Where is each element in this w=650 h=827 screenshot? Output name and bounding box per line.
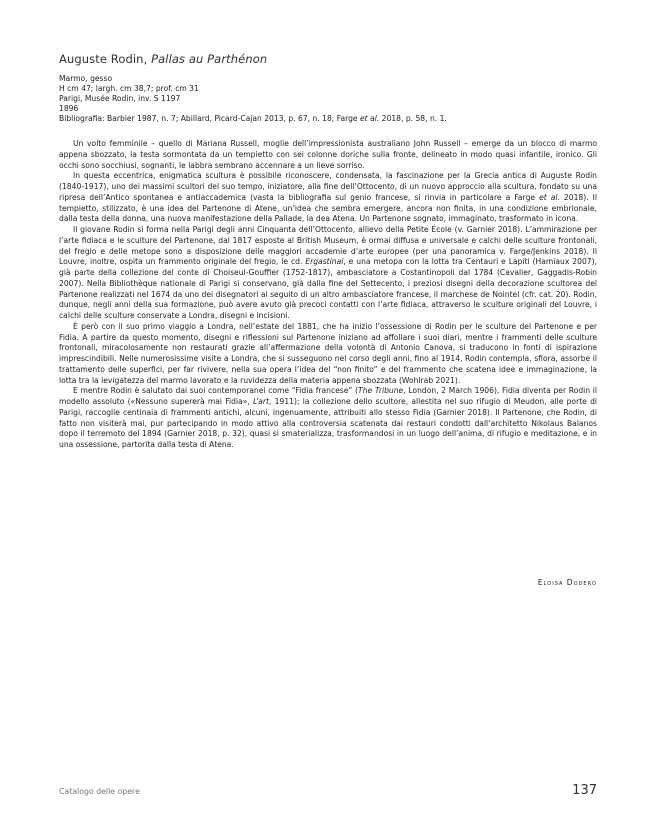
body-text bbox=[59, 139, 597, 451]
entry-material: Marmo, gesso bbox=[59, 74, 113, 83]
entry-year: 1896 bbox=[59, 104, 79, 114]
paragraph-4: È però con il suo primo viaggio a Londra, nell’estate del 1881, che ha inizio l’ossessione di Rodin per le sculture del Partenone e per Fidia. A partire da questo momento, disegni e riflessioni sul Partenone iniziano ad affollare i suoi diari, mentre i frammenti delle sculture frontonali, miracolosamente non restaurati grazie all’affermazione della volontà di Antonio Canova, si traducono in fonti di ispirazione imprescindibili. Nelle numerosissime visite a Londra, che si susseguono nel corso degli anni, fino al 1914, Rodin contempla, sfiora, assorbe il trattamento delle superfici, per far rivivere, nella sua opera l’idea del “non finito” e del frammento che scatena idee e immaginazione, la lotta tra la levigatezza del marmo lavorato e la ruvidezza della materia appena sbozzata (Wohlrab 2021). bbox=[59, 321, 597, 385]
entry-work-title: Pallas au Parthénon bbox=[151, 52, 268, 66]
entry-location: Parigi, Musée Rodin, inv. S 1197 bbox=[59, 94, 181, 104]
paragraph-3: Il giovane Rodin si forma nella Parigi degli anni Cinquanta dell’Ottocento, allievo della Petite École (v. Garnier 2018). L’ammirazione per l’arte fidiaca e le sculture del Partenone, dal 1817 esposte al British Museum, è ormai diffusa e universale e calchi delle sculture frontonali, del fregio e delle metope sono a disposizione delle maggiori accademie d’arte europee (per una panoramica v. Farge/Jenkins 2018). Il Louvre, inoltre, ospita un frammento originale del fregio, le cd. Ergastinai, e una metopa con la lotta tra Centauri e Lapiti (Hamiaux 2007), già parte della collezione del conte di Choiseul-Gouffier (1752-1817), ambasciatore a Costantinopoli dal 1784 (Cavalier, Gaggadis-Robin 2007). Nella Bibliothèque nationale di Parigi si conservano, già dalla fine del Settecento, i preziosi disegni della decorazione scultorea del Partenone realizzati nel 1674 da uno dei disegnatori al seguito di un altro ambasciatore francese, il marchese de Nointel (cfr. cat. 20). Rodin, dunque, negli anni della sua formazione, può avere avuto già precoci contatti con l’arte fidiaca, attraverso le sculture originali del Louvre, i calchi delle sculture conservate a Londra, disegni e incisioni. bbox=[59, 225, 597, 320]
page-number: 137 bbox=[572, 783, 597, 798]
entry-dimensions: H cm 47; largh. cm 38,7; prof. cm 31 bbox=[59, 84, 199, 94]
paragraph-1: Un volto femminile – quello di Mariana Russell, moglie dell’impressionista australiano John Russell – emerge da un blocco di marmo appena sbozzato, la testa sormontata da un tempietto con sei colonne doriche sulla fronte, delineato in modo quasi infantile, ironico. Gli occhi sono socchiusi, sognanti, le labbra sembrano accennare a un lieve sorriso. bbox=[59, 139, 597, 170]
footer-section-title: Catalogo delle opere bbox=[59, 787, 140, 796]
paragraph-2: In questa eccentrica, enigmatica scultura è possibile riconoscere, condensata, la fascinazione per la Grecia antica di Auguste Rodin (1840-1917), uno dei massimi scultori del suo tempo, iniziatore, alla fine dell’Ottocento, di un nuovo approccio alla scultura, fondato su una ripresa dell’Antico spontanea e antiaccademica (vasta la bibliografia sul genio francese, si rinvia in particolare a Farge et al. 2018). Il tempietto, stilizzato, è una idea del Partenone di Atene, un’idea che sembra emergere, ancora non finita, in una condizione embrionale, dalla testa della donna, una nuova manifestazione della Pallade, la dea Atena. Un Partenone sognato, immaginato, trasformato in icona. bbox=[59, 171, 597, 224]
paragraph-5: E mentre Rodin è salutato dai suoi contemporanei come “Fidia francese” (The Tribune, London, 2 March 1906), Fidia diventa per Rodin il modello assoluto («Nessuno supererà mai Fidia», L’art, 1911); la collezione dello scultore, allestita nel suo rifugio di Meudon, alle porte di Parigi, raccoglie centinaia di frammenti antichi, alcuni, ingenuamente, attribuiti allo stesso Fidia (Garnier 2018). Il Partenone, che Rodin, di fatto non visiterà mai, pur partecipando in modo attivo alla controversia scatenata dai restauri condotti dall’architetto Nikolaus Balanos dopo il terremoto del 1894 (Garnier 2018, p. 32), quasi si smaterializza, trasformandosi in un luogo dell’anima, di rifugio e meditazione, e in una ossessione, partorita dalla testa di Atena. bbox=[59, 386, 597, 449]
entry-title bbox=[59, 52, 267, 66]
entry-author: Auguste Rodin, bbox=[59, 52, 152, 66]
entry-metadata bbox=[59, 74, 599, 124]
entry-bibliography: Bibliografia: Barbier 1987, n. 7; Abillard, Picard-Cajan 2013, p. 67, n. 18; Farge et al. 2018, p. 58, n. 1. bbox=[59, 114, 447, 124]
author-signature: Eloisa Dodero bbox=[537, 578, 597, 587]
